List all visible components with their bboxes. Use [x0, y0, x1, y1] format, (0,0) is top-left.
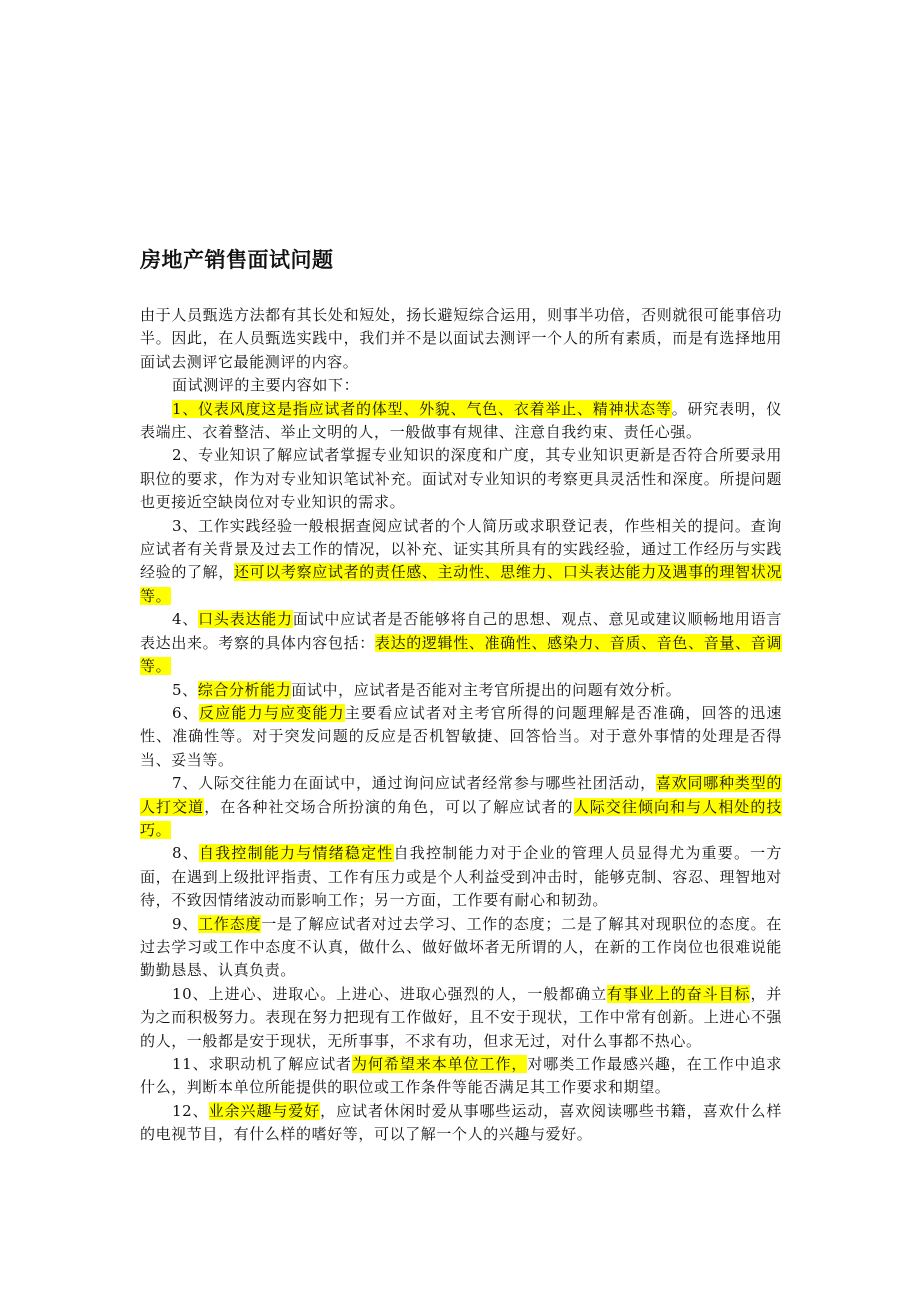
item-text: 一是了解应试者对过去学习、工作的态度；二是了解其对现职位的态度。在过去学习或工作中态度不认真，做什么、做好做坏者无所谓的人，在新的工作岗位也很难说能勤勤恳恳、认真负责。	[140, 914, 782, 980]
item-text: 对哪类工作最感兴趣，在工作中追求什么，判断本单位所能提供的职位或工作条件等能否满足其工作要求和期望。	[140, 1055, 782, 1097]
highlighted-text: 工作态度	[198, 914, 262, 933]
item-paragraph-10	[140, 983, 782, 1053]
item-paragraph-6	[140, 702, 782, 772]
item-paragraph-7	[140, 772, 782, 842]
item-text: 6、	[172, 703, 199, 722]
intro-paragraph: 由于人员甄选方法都有其长处和短处，扬长避短综合运用，则事半功倍，否则就很可能事倍功半。因此，在人员甄选实践中，我们并不是以面试去测评一个人的所有素质，而是有选择地用面试去测评它最能测评的内容。	[140, 306, 782, 371]
item-text: 12、	[172, 1101, 209, 1120]
highlighted-text: 自我控制能力与情绪稳定性	[198, 844, 394, 863]
item-text: 7、人际交往能力在面试中，通过询问应试者经常参与哪些社团活动，	[172, 774, 656, 793]
highlighted-text: 还可以考察应试者的责任感、主动性、思维力、口头表达能力及遇事的理智状况等。	[140, 563, 782, 605]
item-text: ，应试者休闲时爱从事哪些运动，喜欢阅读哪些书籍，喜欢什么样的电视节目，有什么样的嗜好等，可以了解一个人的兴趣与爱好。	[140, 1101, 783, 1144]
item-paragraph-2	[140, 444, 782, 514]
highlighted-text: 业余兴趣与爱好	[208, 1101, 321, 1120]
item-paragraph-1	[140, 398, 782, 445]
item-paragraph-11	[140, 1053, 782, 1100]
item-text: 面试中应试者是否能够将自己的思想、观点、意见或建议顺畅地用语言表达出来。考察的具体内容包括：	[140, 610, 782, 652]
item-text: 主要看应试者对主考官所得的问题理解是否准确，回答的迅速性、准确性等。对于突发问题的反应是否机智敏捷、回答恰当。对于意外事情的处理是否得当、妥当等。	[140, 703, 783, 769]
lead-paragraph: 面试测评的主要内容如下：	[172, 376, 360, 395]
item-paragraph-9	[140, 913, 782, 983]
item-text: 10、上进心、进取心。上进心、进取心强烈的人，一般都确立	[172, 984, 608, 1003]
highlighted-text: 口头表达能力	[198, 610, 293, 629]
item-text: 5、	[172, 680, 198, 699]
highlighted-text: 综合分析能力	[197, 680, 292, 699]
highlighted-text: 人际交往倾向和与人相处的技巧。	[140, 797, 782, 839]
item-list	[140, 398, 782, 1147]
highlighted-text: 1、仪表风度这是指应试者的体型、外貌、气色、衣着举止、精神状态等	[172, 399, 672, 418]
highlighted-text: 表达的逻辑性、准确性、感染力、音质、音色、音量、音调等。	[140, 633, 782, 676]
document-body	[140, 304, 782, 1147]
item-text: 11、求职动机了解应试者	[172, 1055, 352, 1073]
item-text: 。研究表明，仪表端庄、衣着整洁、举止文明的人，一般做事有规律、注意自我约束、责任心强。	[140, 399, 783, 442]
highlighted-text: 为何希望来本单位工作，	[352, 1055, 528, 1073]
item-text: 面试中，应试者是否能对主考官所提出的问题有效分析。	[291, 680, 682, 699]
item-text: 8、	[172, 844, 199, 863]
highlighted-text: 喜欢同哪种类型的人打交道	[140, 774, 782, 816]
item-text: 3、工作实践经验一般根据查阅应试者的个人简历或求职登记表，作些相关的提问。查询应试者有关背景及过去工作的情况，以补充、证实其所具有的实践经验，通过工作经历与实践经验的了解，	[140, 516, 782, 582]
highlighted-text: 有事业上的奋斗目标	[607, 984, 751, 1003]
highlighted-text: 反应能力与应变能力	[198, 703, 345, 722]
item-text: 自我控制能力对于企业的管理人员显得尤为重要。一方面，在遇到上级批评指责、工作有压力或是个人利益受到冲击时，能够克制、容忍、理智地对待，不致因情绪波动而影响工作；另一方面，工作要有耐心和韧劲。	[140, 844, 782, 910]
item-text: ，在各种社交场合所扮演的角色，可以了解应试者的	[204, 797, 574, 816]
item-paragraph-8	[140, 842, 782, 912]
item-text: 2、专业知识了解应试者掌握专业知识的深度和广度，其专业知识更新是否符合所要录用职位的要求，作为对专业知识笔试补充。面试对专业知识的考察更具灵活性和深度。所提问题也更接近空缺岗位对专业知识的需求。	[140, 446, 782, 512]
item-paragraph-4	[140, 608, 782, 678]
item-paragraph-3	[140, 515, 782, 609]
item-text: 4、	[172, 610, 199, 629]
item-paragraph-5	[140, 679, 782, 702]
document-title: 房地产销售面试问题	[140, 248, 334, 272]
item-paragraph-12	[140, 1100, 782, 1147]
item-text: 9、	[172, 914, 199, 933]
item-text: ，并为之而积极努力。表现在努力把现有工作做好，且不安于现状，工作中常有创新。上进心不强的人，一般都是安于现状，无所事事，不求有功，但求无过，对什么事都不热心。	[140, 984, 783, 1050]
